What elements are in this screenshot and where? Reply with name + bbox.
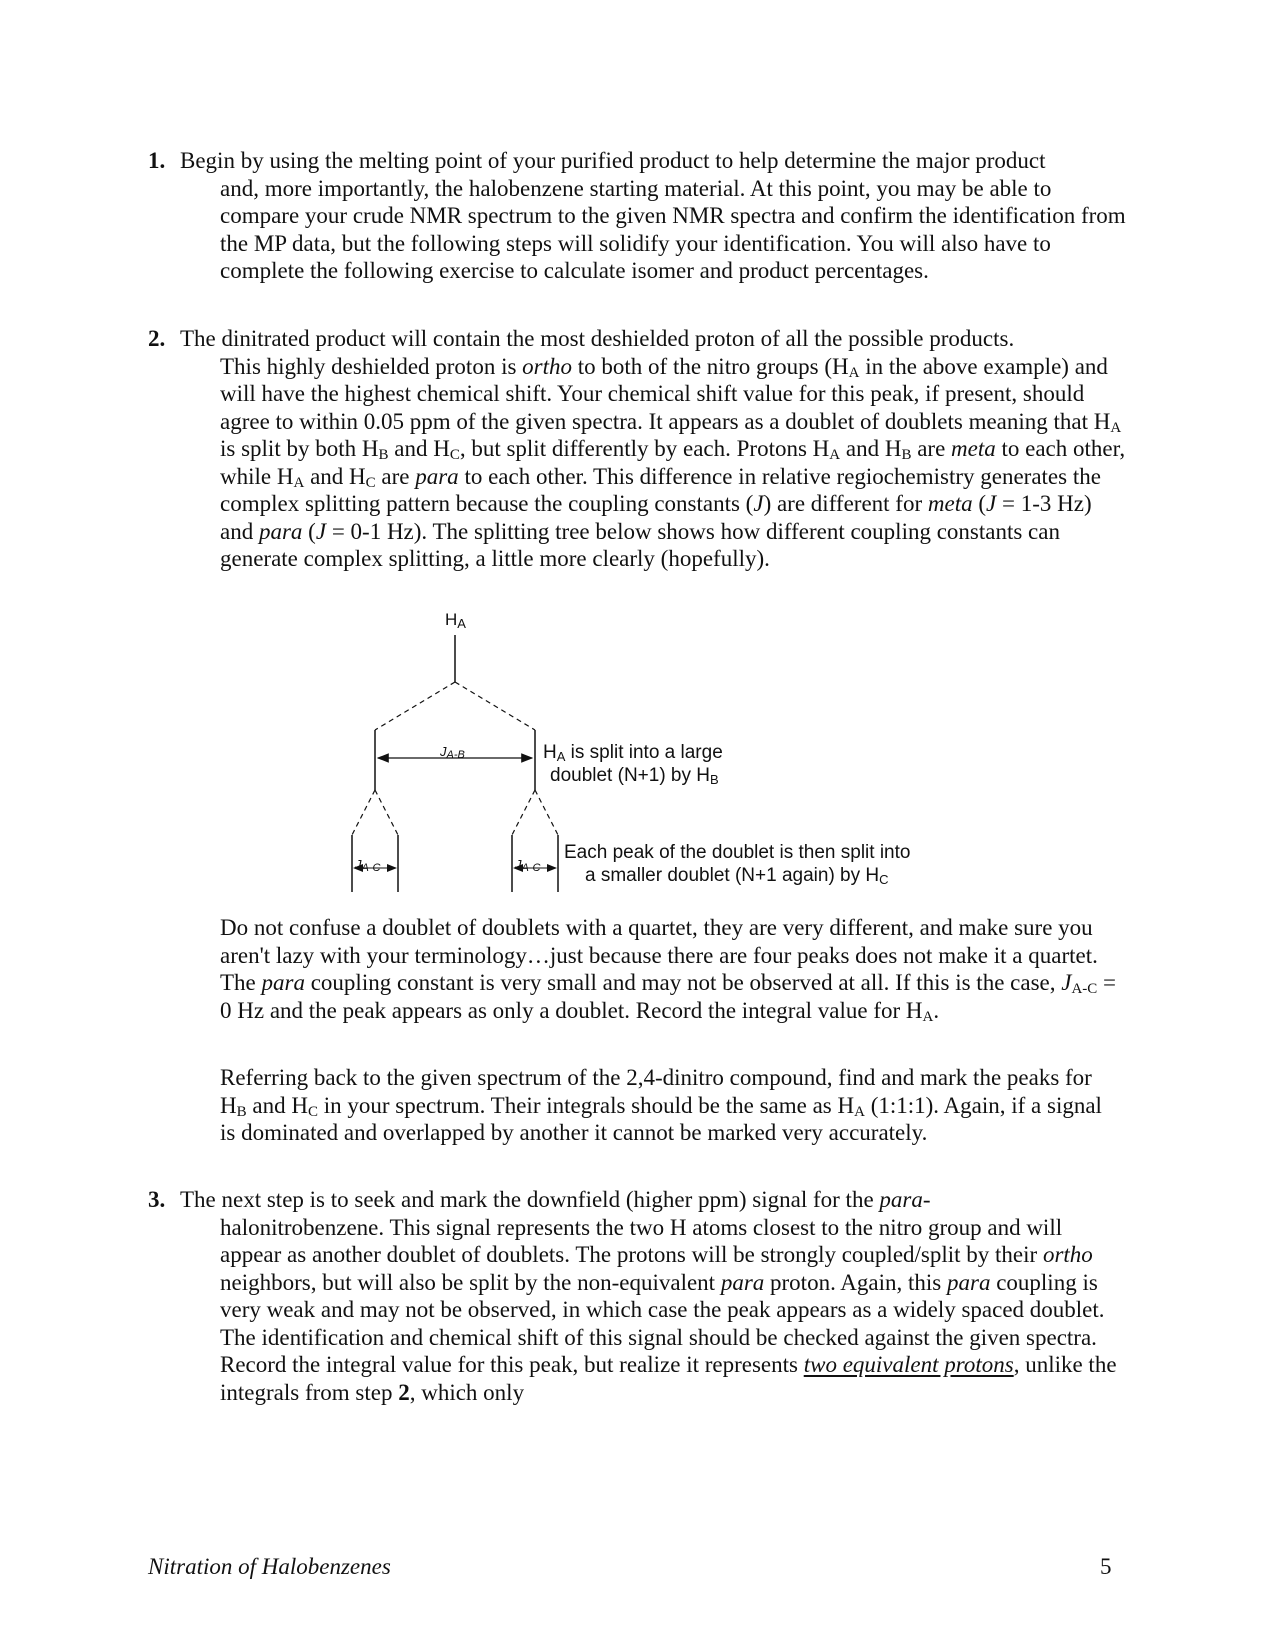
- diagram-top-label: $H_A$: [445, 610, 466, 631]
- list-item-2: [148, 325, 1128, 573]
- diagram-note-large-doublet: $H_A$ is split into a large doublet (N+1) by $H_B$: [543, 742, 723, 787]
- item-first-line: The dinitrated product will contain the most deshielded proton of all the possible products.: [180, 326, 1015, 351]
- item-first-line: Begin by using the melting point of your purified product to help determine the major product: [180, 148, 1046, 173]
- paragraph-doublet-of-doublets: Do not confuse a doublet of doublets with a quartet, they are very different, and make sure you aren't lazy with your terminology…just because there are four peaks does not make it a quartet. The para coupling constant is very small and may not be observed at all. If this is the case, $J_{A-C} = 0$ Hz and the peak appears as only a doublet. Record the integral value for $H_A$.: [220, 915, 1117, 1025]
- list-item-1: [148, 147, 1128, 285]
- footer-title: Nitration of Halobenzenes: [148, 1554, 391, 1579]
- paragraph-referring-back: Referring back to the given spectrum of the 2,4-dinitro compound, find and mark the peaks for $H_B$ and $H_C$ in your spectrum. Their integrals should be the same as $H_A$ (1:1:1). Again, if a signal is dominated and overlapped by another it cannot be marked very accurately.: [220, 1065, 1102, 1145]
- page-number: 5: [1100, 1554, 1112, 1579]
- splitting-tree-diagram: [340, 610, 990, 950]
- j-ac-label-left: JA-C: [355, 857, 381, 874]
- splitting-tree-lines: [340, 630, 990, 950]
- j-ab-label: JA-B: [440, 744, 465, 761]
- item-body: This highly deshielded proton is ortho to both of the nitro groups ($H_A$ in the above example) and will have the highest chemical shift. Your chemical shift value for this peak, if present, should agree to within 0.05 ppm of the given spectra. It appears as a doublet of doublets meaning that $H_A$ is split by both $H_B$ and $H_C$, but split differently by each. Protons $H_A$ and $H_B$ are meta to each other, while $H_A$ and $H_C$ are para to each other. This difference in relative regiochemistry generates the complex splitting pattern because the coupling constants (J) are different for meta (J = 1-3 Hz) and para (J = 0-1 Hz). The splitting tree below shows how different coupling constants can generate complex splitting, a little more clearly (hopefully).: [220, 353, 1126, 571]
- list-item-3: [148, 1186, 1128, 1406]
- item-number: 1.: [148, 148, 166, 173]
- item-number: 2.: [148, 326, 166, 351]
- item-body: and, more importantly, the halobenzene starting material. At this point, you may be able to compare your crude NMR spectrum to the given NMR spectra and confirm the identification from the MP data, but the following steps will solidify your identification. You will also have to complete the following exercise to calculate isomer and product percentages.: [220, 175, 1126, 283]
- j-ac-label-right: JA-C: [515, 857, 541, 874]
- diagram-note-small-doublet: Each peak of the doublet is then split into a smaller doublet (N+1 again) by $H_C$: [564, 842, 911, 887]
- item-body: halonitrobenzene. This signal represents the two H atoms closest to the nitro group and will appear as another doublet of doublets. The protons will be strongly coupled/split by their ortho neighbors, but will also be split by the non-equivalent para proton. Again, this para coupling is very weak and may not be observed, in which case the peak appears as a widely spaced doublet. The identification and chemical shift of this signal should be checked against the given spectra. Record the integral value for this peak, but realize it represents two equivalent protons, unlike the integrals from step 2, which only: [220, 1214, 1117, 1405]
- item-first-line: The next step is to seek and mark the downfield (higher ppm) signal for the para-: [180, 1187, 931, 1212]
- item-number: 3.: [148, 1187, 166, 1212]
